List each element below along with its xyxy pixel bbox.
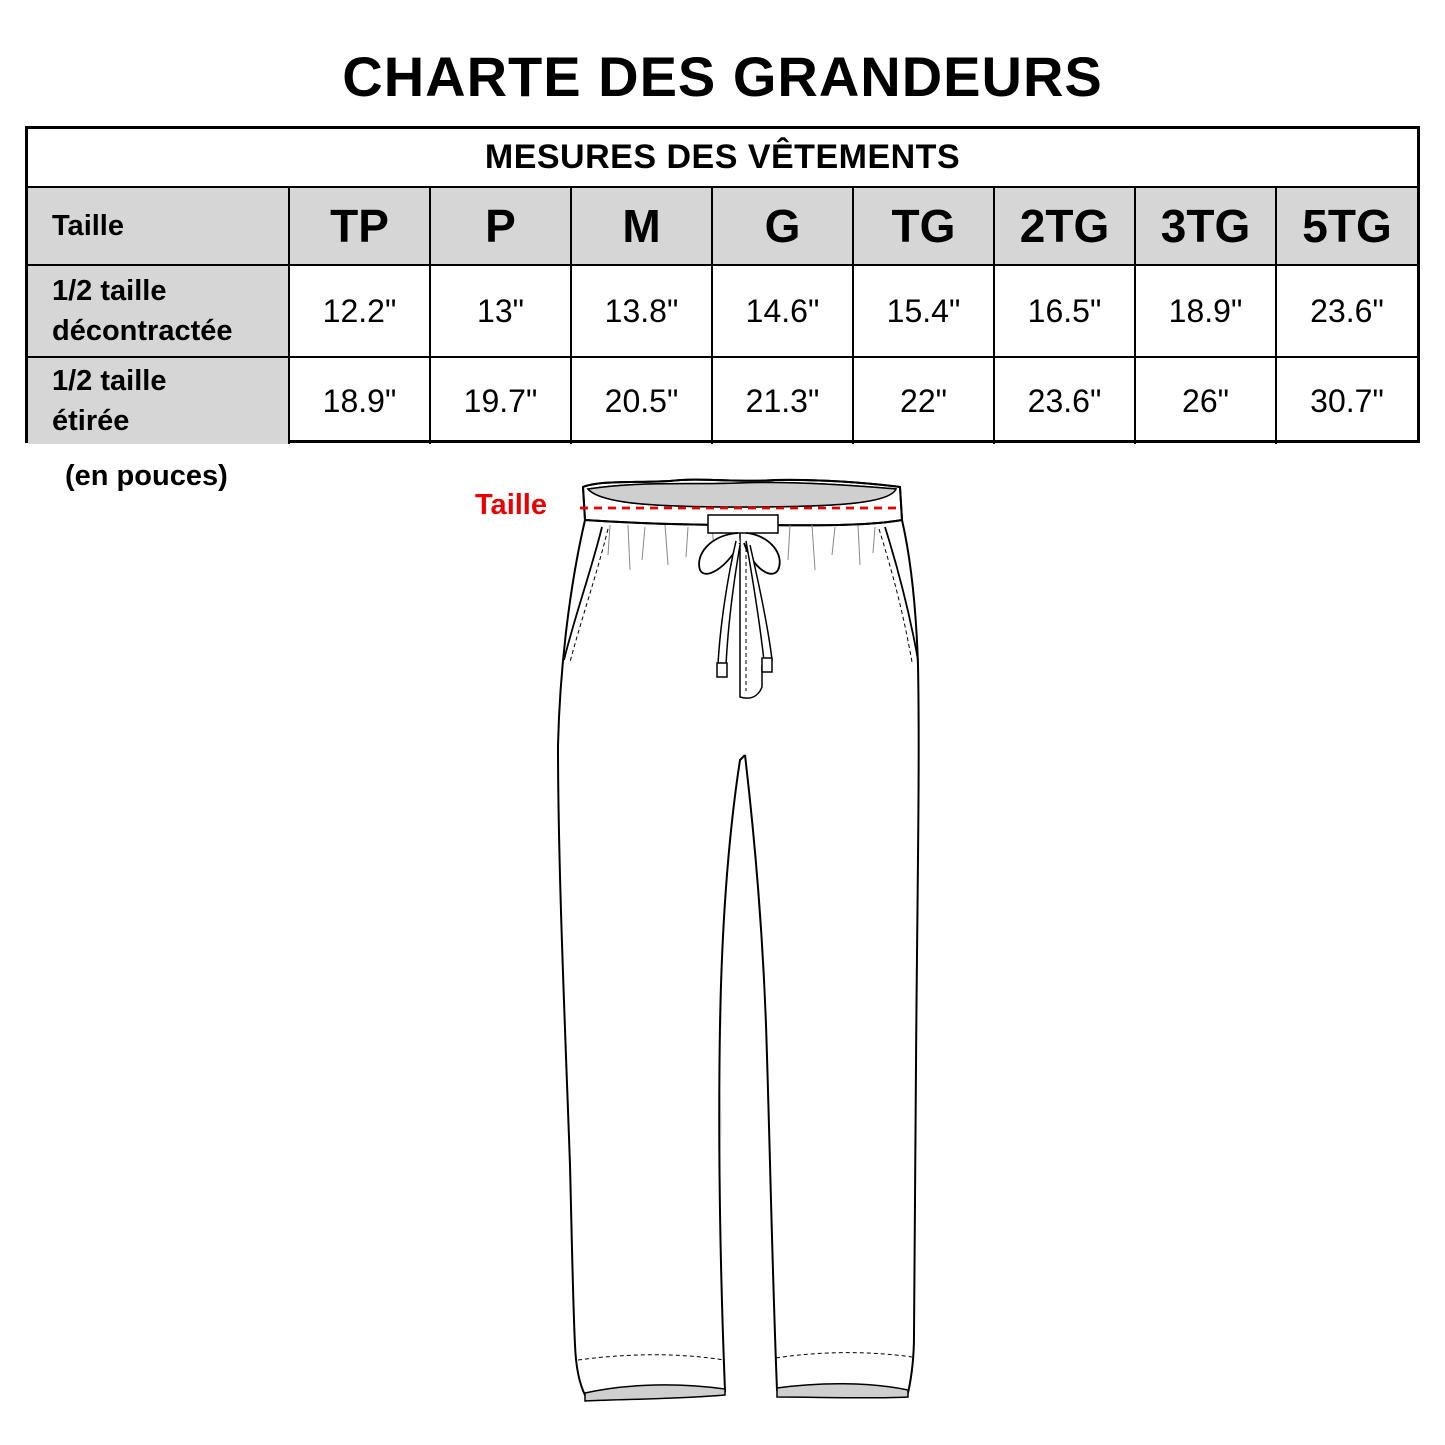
page-title: CHARTE DES GRANDEURS [342, 45, 1103, 108]
size-header-row [28, 187, 1417, 265]
size-header: 2TG [994, 187, 1135, 265]
waist-label: Taille [475, 489, 547, 521]
size-row-label: Taille [28, 187, 289, 265]
row-label [28, 357, 289, 444]
table-cell: 21.3" [712, 357, 853, 444]
pants-illustration [540, 465, 940, 1415]
table-row-stretched-waist [28, 357, 1417, 444]
units-note: (en pouces) [65, 460, 228, 492]
waistband-inner-top [588, 482, 896, 507]
size-header: 3TG [1135, 187, 1276, 265]
size-header: G [712, 187, 853, 265]
drawstring-tip [762, 658, 772, 672]
table-cell: 13.8" [571, 265, 712, 357]
size-chart-table [25, 126, 1420, 443]
table-cell: 23.6" [994, 357, 1135, 444]
row-label [28, 265, 289, 357]
table-heading: MESURES DES VÊTEMENTS [28, 129, 1417, 187]
table-cell: 20.5" [571, 357, 712, 444]
size-header: M [571, 187, 712, 265]
size-header: TP [289, 187, 430, 265]
size-header: 5TG [1276, 187, 1417, 265]
table-cell: 12.2" [289, 265, 430, 357]
drawstring-channel [708, 515, 778, 533]
row-label-line: étirée [52, 405, 130, 437]
row-label-line: 1/2 taille [52, 365, 167, 397]
table-cell: 23.6" [1276, 265, 1417, 357]
table-cell: 15.4" [853, 265, 994, 357]
table-cell: 30.7" [1276, 357, 1417, 444]
table-cell: 18.9" [289, 357, 430, 444]
row-label-line: décontractée [52, 315, 233, 347]
row-label-line: 1/2 taille [52, 275, 167, 307]
table-row-relaxed-waist [28, 265, 1417, 357]
table-cell: 26" [1135, 357, 1276, 444]
table-cell: 13" [430, 265, 571, 357]
table-cell: 16.5" [994, 265, 1135, 357]
left-leg-outline [558, 520, 745, 1395]
table-cell: 18.9" [1135, 265, 1276, 357]
table-cell: 19.7" [430, 357, 571, 444]
size-header: TG [853, 187, 994, 265]
table-cell: 14.6" [712, 265, 853, 357]
drawstring-tip [717, 663, 727, 677]
table-cell: 22" [853, 357, 994, 444]
size-header: P [430, 187, 571, 265]
